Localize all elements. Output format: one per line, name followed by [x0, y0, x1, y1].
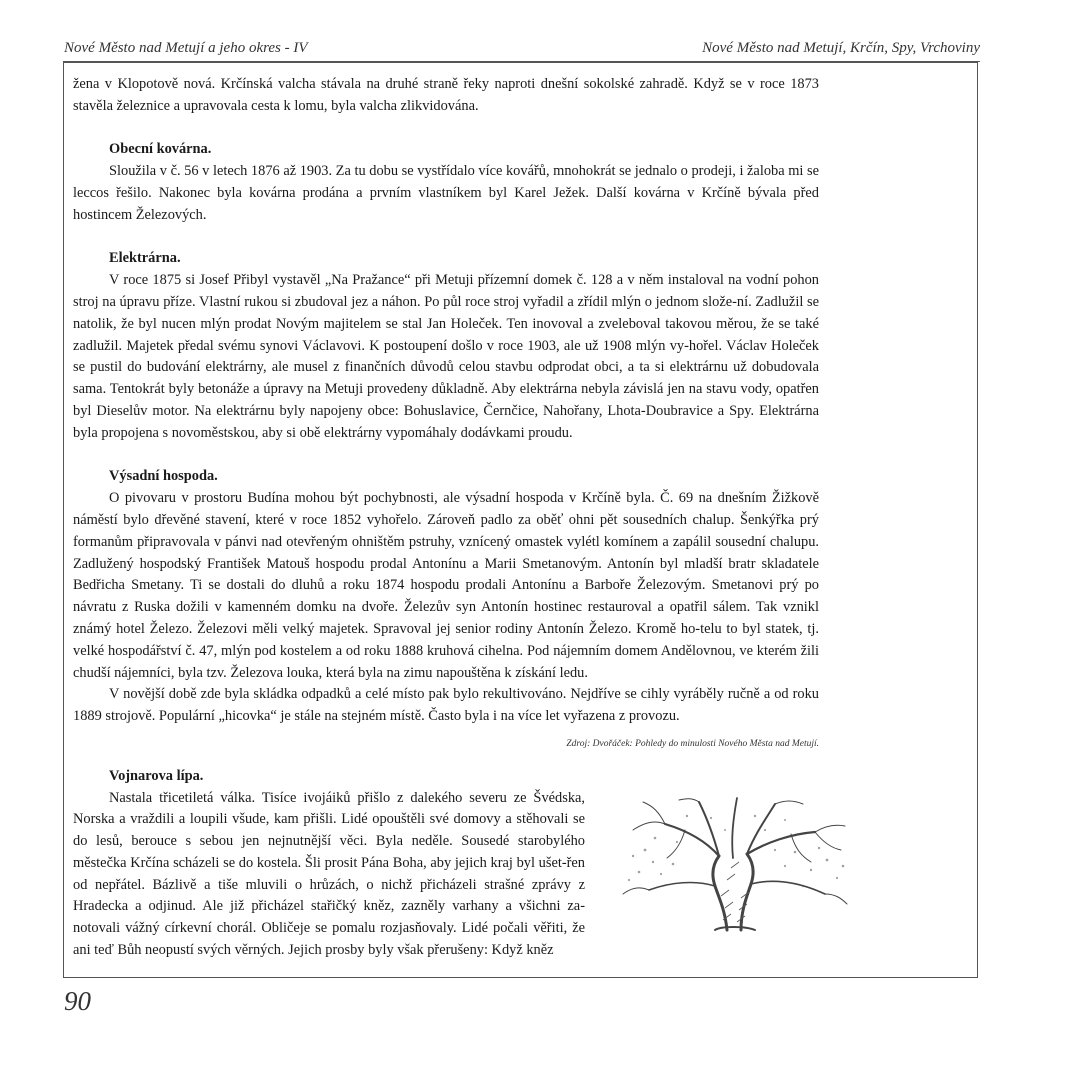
heading-kovarna: Obecní kovárna. — [109, 141, 212, 158]
heading-elektrarna: Elektrárna. — [109, 250, 181, 267]
source-note: Zdroj: Dvořáček: Pohledy do minulosti Nového Města nad Metují. — [566, 738, 819, 749]
heading-lipa: Vojnarova lípa. — [109, 767, 204, 784]
page-number: 90 — [64, 986, 91, 1016]
intro-paragraph: žena v Klopotově nová. Krčínská valcha stávala na druhé straně řeky naproti dnešní sokolské zahradě. Když se v roce 1873 stavěla železnice a upravovala cesta k lomu, byla valcha zlikvidována. — [73, 76, 819, 114]
paragraph-lipa: Nastala třicetiletá válka. Tisíce ivojáiků přišlo z dalekého severu ze Švédska, Norska a vraždili a loupili všude, kam přišli. Lidé opouštěli své domovy a stěhovali se do lesů, berouce s sebou jen nejnutnější věci. Byla neděle. Sousedé starobylého městečka Krčína scházeli se do kostela. Šli prosit Pána Boha, aby jejich kraj byl ušet-řen od nepřátel. Bázlivě a tiše mluvili o hrůzách, o nichž přicházeli strašné zprávy z Hradecka a odjinud. Ale již přicházel stařičký kněz, zazněly varhany a všichni za-notovali vážný církevní chorál. Obličeje se pomalu rozjasňovaly. Lidé počali věřiti, že ani teď Bůh neopustí svých věrných. Jejich prosby byly však přerušeny: Když kněz — [73, 789, 585, 959]
paragraph-kovarna: Sloužila v č. 56 v letech 1876 až 1903. Za tu dobu se vystřídalo více kovářů, mnohokrát se jednalo o prodeji, i žaloba mi se leccos řešilo. Nakonec byla kovárna prodána a prvním vlastníkem byl Karel Ježek. Další kovárna v Krčíně bývala před hostincem Železových. — [73, 163, 819, 223]
running-header-right: Nové Město nad Metují, Krčín, Spy, Vrchoviny — [702, 40, 980, 56]
paragraph-hospoda-2: V novější době zde byla skládka odpadků a celé místo pak bylo rekultivováno. Nejdříve se cihly vyráběly ručně a od roku 1889 strojově. Populární „hicovka“ je stále na stejném místě. Často byla i na více let vyřazena z provozu. — [73, 686, 819, 725]
paragraph-hospoda-1: O pivovaru v prostoru Budína mohou být pochybnosti, ale výsadní hospoda v Krčíně byla. Č. 69 na dnešním Žižkově náměstí bylo dřevěné stavení, které v roce 1852 vyhořelo. Zároveň padlo za oběť ohni pět sousedních chalup. Šenkýřka prý formanům připravovala v pánvi nad otevřeným ohništěm pstruhy, vznícený omastek vylétl komínem a zapálil sousední chalupu. Zadlužený hospodský František Matouš hospodu prodal Antonínu a Marii Smetanovým. Antonín byl mladší bratr skladatele Bedřicha Smetany. Ti se dostali do dluhů a roku 1874 hospodu prodali Antonínu a Barboře Železovým. Smetanovi prý po návratu z Ruska dožili v kamenném domku na dvoře. Železův syn Antonín hostinec restauroval a opatřil sálem. Tak vznikl známý hotel Železo. Železovi měli velký majetek. Spravoval jej senior rodiny Antonín Železo. Kromě ho-telu to byl statek, tj. velké hospodářství č. 47, mlýn pod kostelem a od roku 1888 kruhová cihelna. Pod nájemním domem Andělovnou, ve kterém žili chudší nájemníci, byla tzv. Železova louka, která byla na zimu napouštěna k získání ledu. — [73, 490, 819, 681]
paragraph-elektrarna: V roce 1875 si Josef Přibyl vystavěl „Na Pražance“ při Metuji přízemní domek č. 128 a v něm instaloval na vodní pohon stroj na úpravu příze. Vlastní rukou si zbudoval jez a náhon. Po půl roce stroj vyřadil a zřídil mlýn o jednom slože-ní. Zadlužil se natolik, že byl nucen mlýn prodat Novým majitelem se stal Jan Holeček. Ten inovoval a zveleboval takovou měrou, že se také zadlužil. Majetek předal svému synovi Václavovi. K postoupení došlo v roce 1903, ale už 1908 mlýn vy-hořel. Václav Holeček se pustil do budování elektrárny, ale musel z finančních důvodů celou stavbu odprodat obci, a ta si elektrárnu už dobudovala sama. Tentokrát byly betonáže a úpravy na Metuji provedeny důkladně. Aby elektrárna nebyla závislá jen na stavu vody, opatřen byl Dieselův motor. Na elektrárnu byly napojeny obce: Bohuslavice, Černčice, Nahořany, Lhota-Doubravice a Spy. Elektrárna byla propojena s novoměstskou, aby si obě elektrárny vypomáhaly dodávkami proudu. — [73, 272, 819, 441]
heading-hospoda: Výsadní hospoda. — [109, 468, 218, 485]
tree-illustration — [615, 790, 855, 935]
running-header-left: Nové Město nad Metují a jeho okres - IV — [64, 40, 308, 56]
